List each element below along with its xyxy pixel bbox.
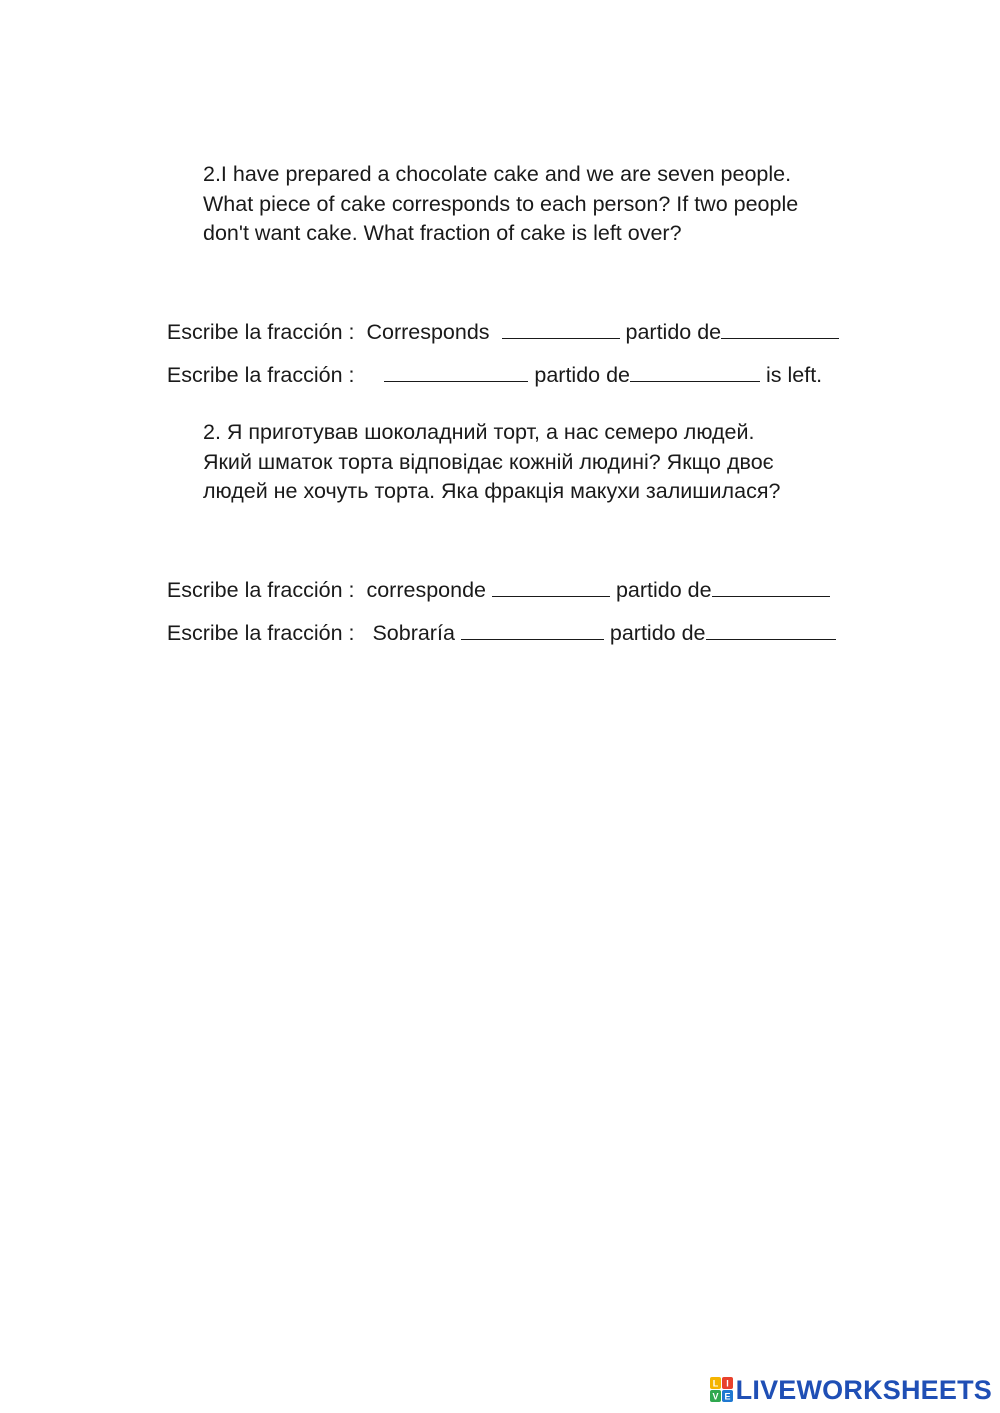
question-english [203,160,883,249]
answer-mid: partido de [609,621,706,645]
logo-text: LIVEWORKSHEETS [735,1374,992,1405]
answer-mid: partido de [625,320,722,344]
question-line: What piece of cake corresponds to each person? If two people [203,191,799,216]
answer-mid: partido de [615,578,712,602]
answer-label: Escribe la fracción : [166,363,355,387]
question-line: 2. Я приготував шоколадний торт, а нас семеро людей. [203,420,755,444]
question-line: 2.I have prepared a chocolate cake and we are seven people. [203,162,792,186]
answer-mid: partido de [534,363,631,387]
denominator-blank[interactable] [630,363,760,382]
answer-label: Escribe la fracción : [166,578,355,602]
svg-text:I: I [725,1378,729,1389]
answer-label: Escribe la fracción : [166,621,355,645]
answer-suffix: is left. [766,363,823,387]
question-line: don't want cake. What fraction of cake is left over? [203,221,682,245]
answer-row-uk-2 [143,594,836,672]
answer-word: corresponde [366,578,486,602]
denominator-blank[interactable] [706,621,836,640]
answer-row-en-2 [143,336,822,414]
liveworksheets-logo [710,1373,992,1407]
question-ukrainian [203,418,883,507]
svg-text:L: L [712,1378,718,1389]
answer-word: Sobraría [372,621,455,645]
svg-text:E: E [724,1391,731,1402]
answer-label: Escribe la fracción : [166,320,355,344]
answer-word: Corresponds [366,320,490,344]
numerator-blank[interactable] [384,363,528,382]
liveworksheets-logo-icon [710,1377,734,1403]
question-line: Який шматок торта відповідає кожній людині? Якщо двоє [203,449,774,474]
question-line: людей не хочуть торта. Яка фракція макухи залишилася? [203,479,781,503]
svg-text:V: V [712,1391,719,1402]
numerator-blank[interactable] [461,621,604,640]
